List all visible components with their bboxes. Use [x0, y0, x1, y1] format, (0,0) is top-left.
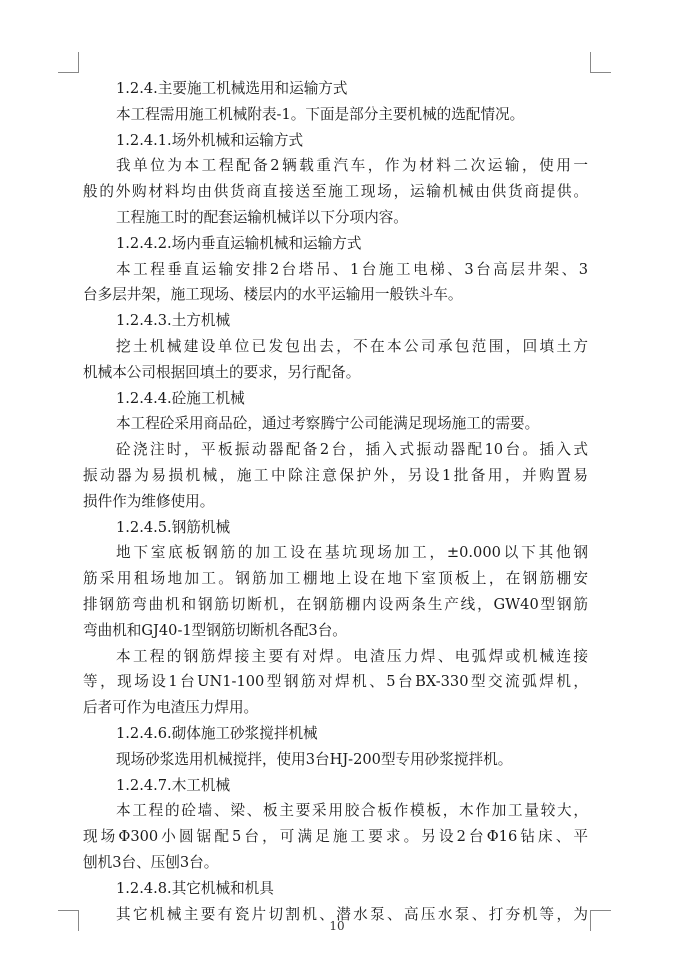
paragraph-line: 本工程砼采用商品砼，通过考察腾宁公司能满足现场施工的需要。 [116, 415, 540, 433]
section-heading: 1.2.4.1.场外机械和运输方式 [116, 131, 304, 149]
page-number: 10 [329, 919, 345, 933]
paragraph-line: 后者可作为电渣压力焊用。 [83, 699, 259, 717]
paragraph-line: 损件作为维修使用。 [83, 492, 215, 510]
paragraph-line: 现场砂浆选用机械搅拌，使用3台HJ-200型专用砂浆搅拌机。 [116, 750, 513, 768]
paragraph-line: 等，现场设1台UN1-100型钢筋对焊机、5台BX-330型交流弧焊机， [83, 673, 588, 691]
paragraph-line: 本工程需用施工机械附表-1。下面是部分主要机械的选配情况。 [116, 105, 525, 123]
section-heading: 1.2.4.5.钢筋机械 [116, 518, 231, 536]
paragraph-line: 工程施工时的配套运输机械详以下分项内容。 [116, 208, 408, 226]
paragraph-line: 刨机3台、压刨3台。 [83, 853, 219, 871]
paragraph-line: 排钢筋弯曲机和钢筋切断机，在钢筋棚内设两条生产线，GW40型钢筋 [83, 595, 588, 613]
paragraph-line: 砼浇注时，平板振动器配备2台，插入式振动器配10台。插入式 [116, 441, 588, 459]
paragraph-line: 地下室底板钢筋的加工设在基坑现场加工，±0.000以下其他钢 [116, 544, 588, 562]
paragraph-line: 我单位为本工程配备2辆载重汽车，作为材料二次运输，使用一 [116, 157, 588, 175]
section-heading: 1.2.4.6.砌体施工砂浆搅拌机械 [116, 724, 318, 742]
section-heading: 1.2.4.8.其它机械和机具 [116, 879, 274, 897]
paragraph-line: 弯曲机和GJ40-1型钢筋切断机各配3台。 [83, 621, 347, 639]
section-heading: 1.2.4.4.砼施工机械 [116, 389, 245, 407]
paragraph-line: 般的外购材料均由供货商直接送至施工现场，运输机械由供货商提供。 [83, 183, 588, 201]
paragraph-line: 机械本公司根据回填土的要求，另行配备。 [83, 363, 361, 381]
paragraph-line: 台多层井架，施工现场、楼层内的水平运输用一般铁斗车。 [83, 286, 463, 304]
section-heading: 1.2.4.2.场内垂直运输机械和运输方式 [116, 234, 362, 252]
paragraph-line: 其它机械主要有瓷片切割机、潜水泵、高压水泵、打夯机等，为 [116, 905, 588, 923]
section-heading: 1.2.4.3.土方机械 [116, 312, 231, 330]
paragraph-line: 振动器为易损机械，施工中除注意保护外，另设1批备用，并购置易 [83, 466, 588, 484]
section-heading: 1.2.4.主要施工机械选用和运输方式 [116, 80, 348, 97]
crop-mark-top-left [58, 52, 79, 73]
paragraph-line: 挖土机械建设单位已发包出去，不在本公司承包范围，回填土方 [116, 337, 588, 355]
paragraph-line: 本工程垂直运输安排2台塔吊、1台施工电梯、3台高层井架、3 [116, 260, 588, 278]
paragraph-line: 现场Φ300小圆锯配5台，可满足施工要求。另设2台Φ16钻床、平 [83, 828, 588, 846]
document-body [83, 76, 588, 927]
paragraph-line: 筋采用租场地加工。钢筋加工棚地上设在地下室顶板上，在钢筋棚安 [83, 570, 588, 588]
paragraph-line: 本工程的钢筋焊接主要有对焊。电渣压力焊、电弧焊或机械连接 [116, 647, 588, 665]
paragraph-line: 本工程的砼墙、梁、板主要采用胶合板作模板，木作加工量较大， [116, 802, 588, 820]
section-heading: 1.2.4.7.木工机械 [116, 776, 231, 794]
crop-mark-top-right [590, 52, 611, 73]
